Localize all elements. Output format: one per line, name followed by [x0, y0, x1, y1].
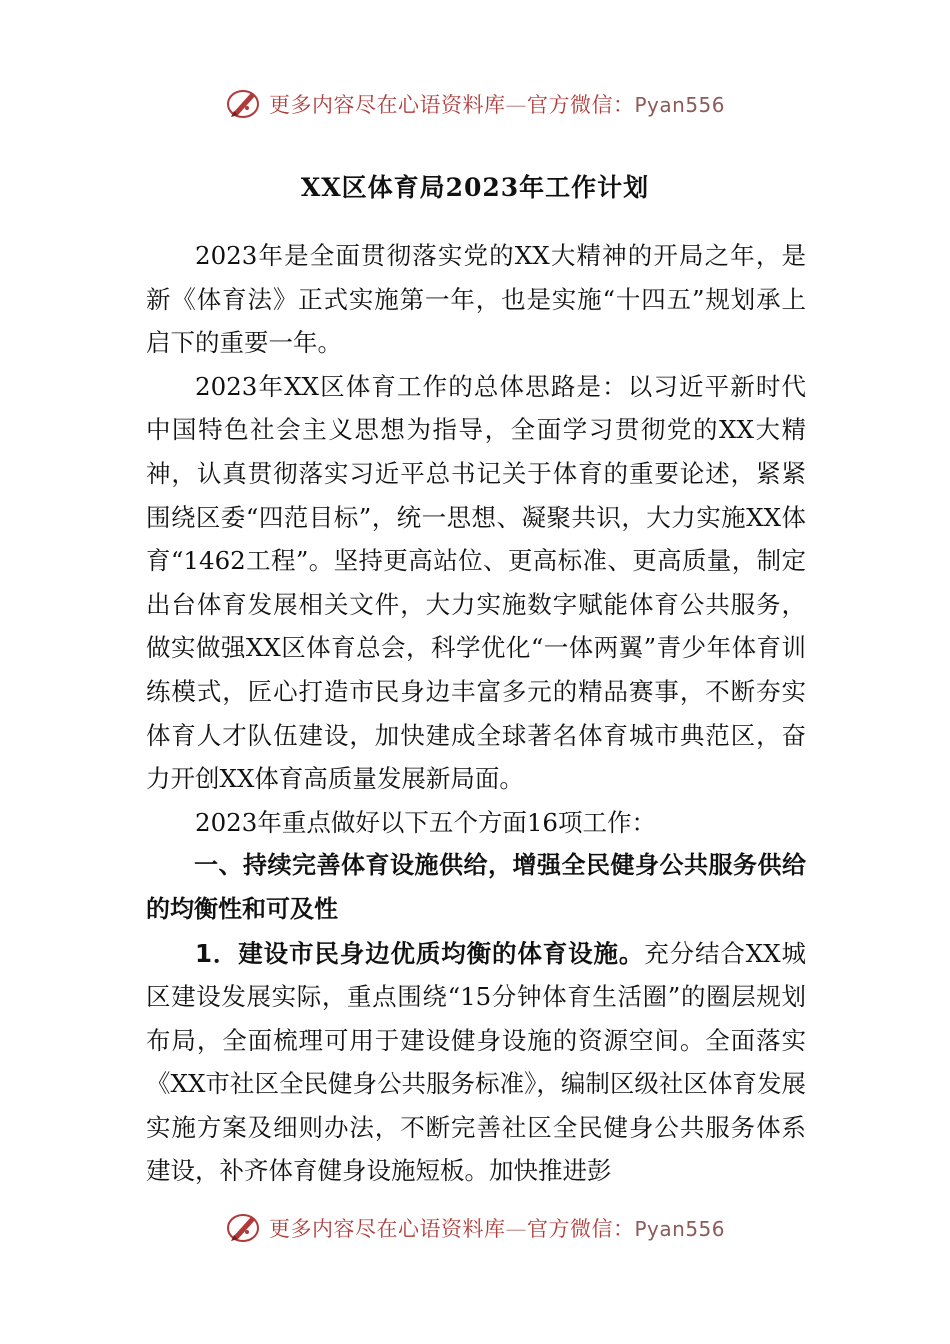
footer-watermark-banner	[0, 1208, 950, 1248]
paragraph-overall-approach: 2023年XX区体育工作的总体思路是：以习近平新时代中国特色社会主义思想为指导，全面学习贯彻党的XX大精神，认真贯彻落实习近平总书记关于体育的重要论述，紧紧围绕区委“四范目标”，统一思想、凝聚共识，大力实施XX体育“1462工程”。坚持更高站位、更高标准、更高质量，制定出台体育发展相关文件，大力实施数字赋能体育公共服务，做实做强XX区体育总会，科学优化“一体两翼”青少年体育训练模式，匠心打造市民身边丰富多元的精品赛事，不断夯实体育人才队伍建设，加快建成全球著名体育城市典范区，奋力开创XX体育高质量发展新局面。	[146, 371, 806, 794]
document-title: XX区体育局2023年工作计划	[300, 173, 650, 202]
item-1-lead: 1．建设市民身边优质均衡的体育设施。	[195, 938, 645, 968]
paragraph-intro: 2023年是全面贯彻落实党的XX大精神的开局之年，是新《体育法》正式实施第一年，也是实施“十四五”规划承上启下的重要一年。	[146, 241, 806, 358]
item-1-text: 充分结合XX城区建设发展实际，重点围绕“15分钟体育生活圈”的圈层规划布局，全面梳理可用于建设健身设施的资源空间。全面落实《XX市社区全民健身公共服务标准》，编制区级社区体育发展实施方案及细则办法，不断完善社区全民健身公共服务体系建设，补齐体育健身设施短板。加快推进彭	[146, 938, 806, 1186]
section-heading-1: 一、持续完善体育设施供给，增强全民健身公共服务供给的均衡性和可及性	[146, 851, 806, 923]
pen-logo-icon	[225, 87, 263, 121]
document-body	[146, 234, 806, 1193]
header-watermark-banner	[0, 84, 950, 124]
paragraph-summary: 2023年重点做好以下五个方面16项工作：	[195, 807, 657, 837]
paragraph-item-1	[146, 932, 806, 1194]
pen-logo-icon	[225, 1211, 263, 1245]
watermark-text: 更多内容尽在心语资料库—官方微信：Pyan556	[268, 1217, 725, 1241]
watermark-text: 更多内容尽在心语资料库—官方微信：Pyan556	[268, 93, 725, 117]
